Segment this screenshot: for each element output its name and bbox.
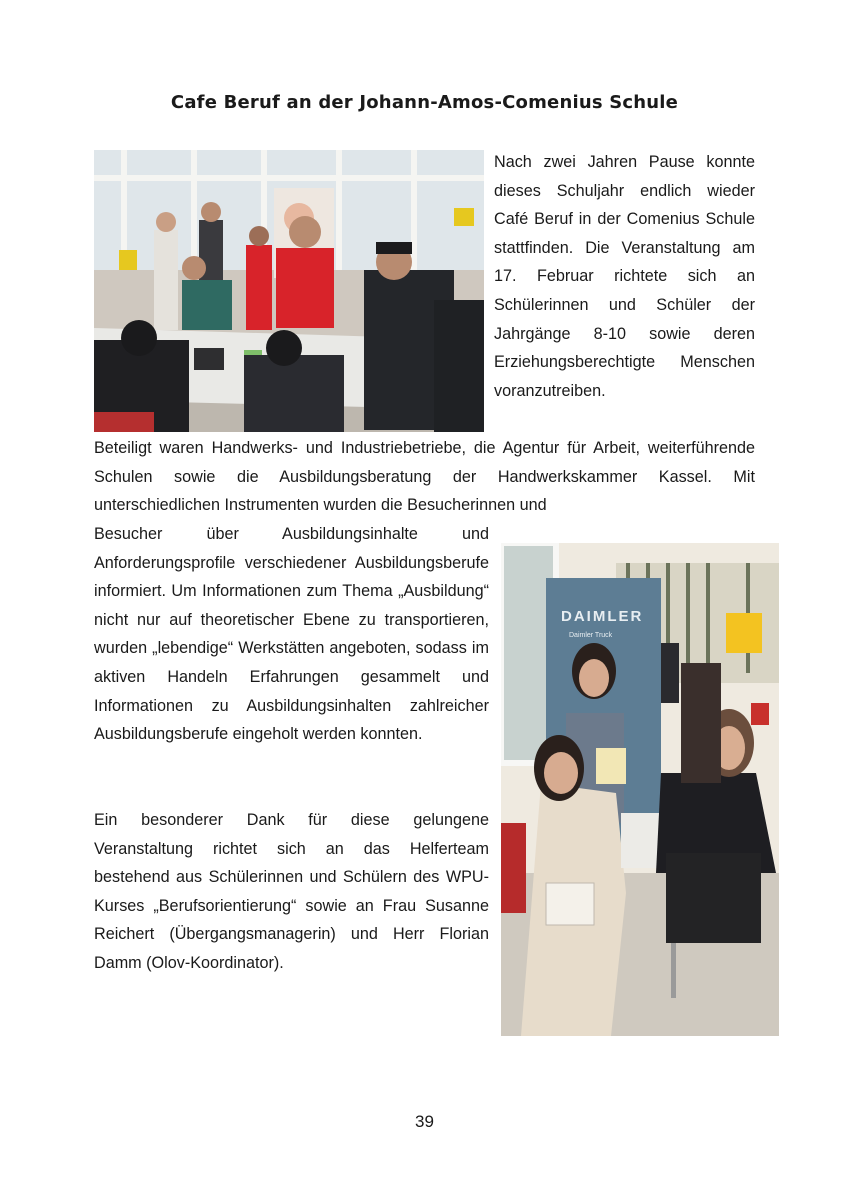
banner-subtext: Daimler Truck bbox=[569, 632, 613, 639]
banner-brand: DAIMLER bbox=[561, 608, 644, 625]
intro-paragraph-right: Nach zwei Jahren Pause konnte dieses Schuljahr endlich wieder Café Beruf in der Comenius Schule stattfinden. Die Veranstaltung am 17. Februar richtete sich an Schülerinnen und Schüler der Jahrgänge 8-10 sowie deren Erziehungsberechtigte Menschen voranzutreiben. bbox=[494, 153, 755, 400]
thanks-paragraph: Ein besonderer Dank für diese gelungene Veranstaltung richtet sich an das Helferteam bestehend aus Schülerinnen und Schülern des WPU-Kurses „Berufsorientierung“ sowie an Frau Susanne Reichert (Übergangsmanagerin) und Herr Florian Damm (Olov-Koordinator). bbox=[94, 811, 489, 972]
intro-paragraph-left: Besucher über Ausbildungsinhalte und Anforderungsprofile verschiedener Ausbildungsberufe informiert. Um Informationen zum Thema „Ausbildung“ nicht nur auf theoretischer Ebene zu transportieren, wurden „lebendige“ Werkstätten angeboten, sodass im aktiven Handeln Erfahrungen gesammelt und Informationen zu Ausbildungsinhalten zahlreicher Ausbildungsberufe eingeholt werden konnten. bbox=[94, 525, 489, 744]
page-title: Cafe Beruf an der Johann-Amos-Comenius Schule bbox=[170, 92, 679, 113]
daimler-photo bbox=[501, 543, 779, 1036]
intro-paragraph-full: Beteiligt waren Handwerks- und Industriebetriebe, die Agentur für Arbeit, weiterführende Schulen sowie die Ausbildungsberatung der Handwerkskammer Kassel. Mit unterschiedlichen Instrumenten wurden die Besucherinnen und bbox=[94, 439, 755, 515]
workshop-photo bbox=[94, 150, 484, 432]
page-number: 39 bbox=[415, 1112, 434, 1131]
